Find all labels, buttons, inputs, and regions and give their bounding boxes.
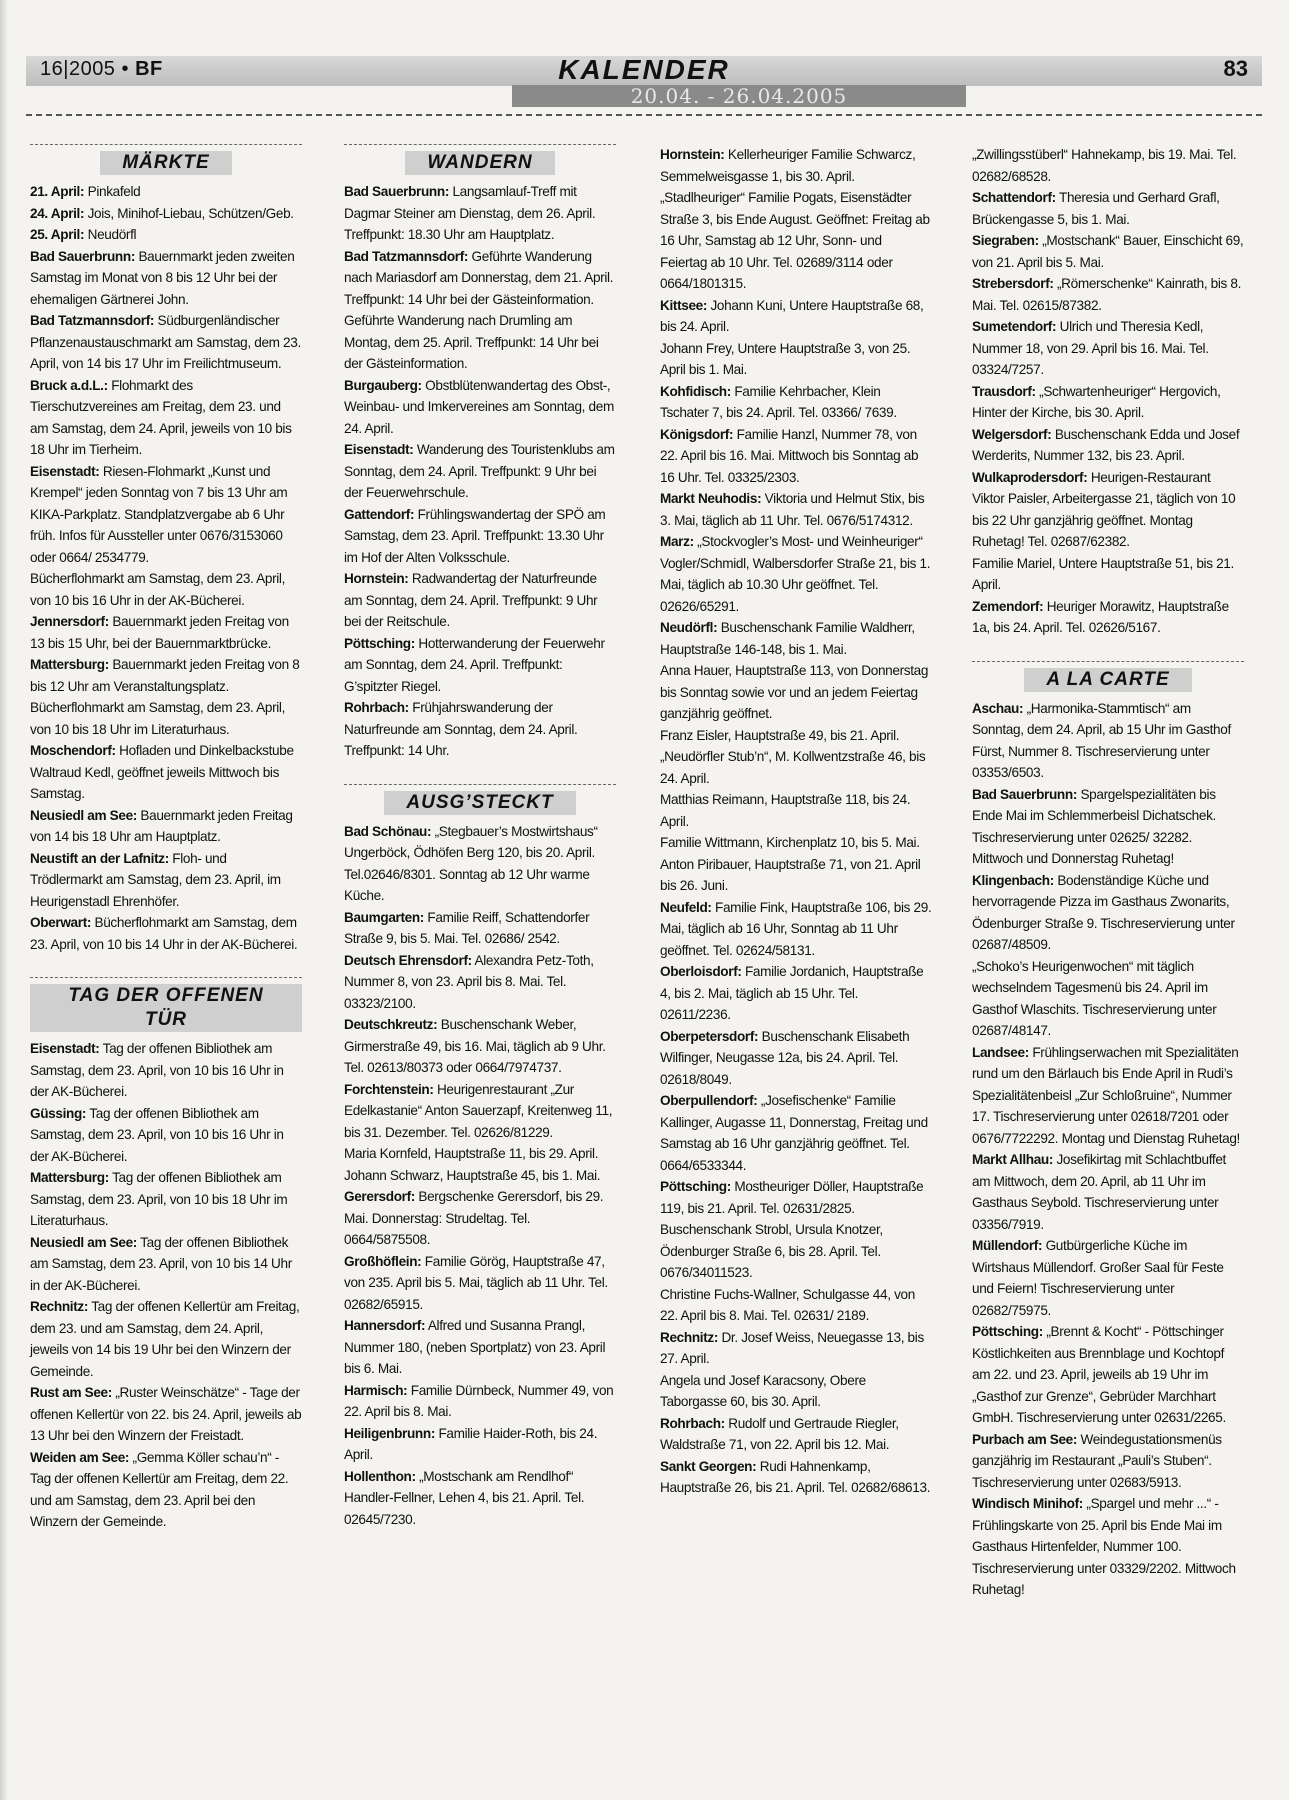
entry-text: Radwandertag der Naturfreunde am Sonntag, dem 24. April. Treffpunkt: 9 Uhr bei der Reitschule. [344, 571, 598, 629]
calendar-entry [30, 310, 302, 375]
calendar-entry [344, 1466, 616, 1531]
calendar-entry [660, 789, 932, 832]
entry-location: Deutschkreutz: [344, 1017, 438, 1032]
entry-text: Hofladen und Dinkelbackstube Waltraud Kedl, geöffnet jeweils Mittwoch bis Samstag. [30, 743, 294, 801]
calendar-entry [660, 1219, 932, 1284]
calendar-entry [660, 660, 932, 725]
calendar-entry [972, 784, 1244, 870]
entry-location: Oberloisdorf: [660, 964, 742, 979]
calendar-entry [344, 1186, 616, 1251]
entry-location: Rechnitz: [30, 1299, 89, 1314]
entry-text: Obstblütenwandertag des Obst-, Weinbau- und Imkervereines am Sonntag, dem 24. April. [344, 377, 614, 436]
entry-location: Hornstein: [344, 571, 409, 586]
calendar-entry [30, 1103, 302, 1168]
calendar-entry [30, 805, 302, 848]
entries-a-la-carte [972, 698, 1244, 1601]
calendar-entry [344, 1165, 616, 1187]
entry-location: Bad Tatzmannsdorf: [344, 248, 469, 264]
entry-text: Familie Fink, Hauptstraße 106, bis 29. Mai, täglich ab 16 Uhr, Sonntag ab 11 Uhr geöffnet. Tel. 02624/58131. [660, 899, 932, 958]
entry-text: „Stockvogler’s Most- und Weinheuriger“ Vogler/Schmidl, Walbersdorfer Straße 21, bis 1. Mai, täglich ab 10.30 Uhr geöffnet. Tel. 02626/65291. [660, 534, 931, 614]
calendar-entry [344, 1380, 616, 1423]
calendar-entry [660, 1413, 932, 1456]
entry-location: Großhöflein: [344, 1253, 422, 1269]
entry-text: Familie Kehrbacher, Klein Tschater 7, bis 24. April. Tel. 03366/ 7639. [660, 383, 897, 420]
entry-text: Buschenschank Weber, Girmerstraße 49, bis 16. Mai, täglich ab 9 Uhr. Tel. 02613/80373 oder 0664/7974737. [344, 1017, 606, 1075]
entry-location: Bad Sauerbrunn: [30, 248, 136, 264]
entry-location: Hollenthon: [344, 1468, 416, 1484]
entry-location: Rohrbach: [660, 1415, 725, 1431]
section-title-ausgsteckt: AUSG’STECKT [384, 791, 575, 815]
entry-location: Oberwart: [30, 915, 92, 930]
entry-location: Neudörfl: [660, 620, 718, 635]
entry-text: Pinkafeld [84, 184, 141, 199]
entry-text: „Stadlheuriger“ Familie Pogats, Eisenstädter Straße 3, bis Ende August. Geöffnet: Freitag ab 16 Uhr, Samstag ab 12 Uhr, Sonn- und Feiertag ab 10 Uhr. Tel. 02689/3114 oder 0664/1801315. [660, 190, 930, 291]
entry-location: Kittsee: [660, 297, 708, 313]
calendar-entry [30, 611, 302, 654]
calendar-entry [30, 1167, 302, 1232]
entry-location: Kohfidisch: [660, 383, 731, 399]
calendar-entry [344, 697, 616, 762]
entry-text: „Neudörfler Stub’n“, M. Kollwentzstraße 46, bis 24. April. [660, 749, 926, 786]
calendar-entry [972, 1321, 1244, 1429]
entry-location: Jennersdorf: [30, 614, 109, 629]
calendar-entry [972, 424, 1244, 467]
calendar-entry [972, 1235, 1244, 1321]
calendar-entry [660, 1090, 932, 1176]
entry-text: „Mostschank“ Bauer, Einschicht 69, von 21. April bis 5. Mai. [972, 233, 1244, 270]
entry-text: „Gemma Köller schau’n“ - Tag der offenen Kellertür am Freitag, dem 22. und am Samstag, dem 23. April bei den Winzern der Gemeinde. [30, 1449, 289, 1529]
calendar-entry [660, 854, 932, 897]
calendar-entry [344, 950, 616, 1015]
date-range: 20.04. - 26.04.2005 [512, 85, 966, 107]
calendar-entry [30, 1382, 302, 1447]
entry-text: Frühlingserwachen mit Spezialitäten rund um den Bärlauch bis Ende April in Rudi’s Spezialitätenbeisl „Zur Schloßruine“, Nummer 17. Tischreservierung unter 02618/7201 oder 0676/7722292. Montag und Dienstag Ruhetag! [972, 1044, 1240, 1146]
section-heading-a-la-carte [972, 661, 1244, 692]
entry-text: Geführte Wanderung nach Drumling am Montag, dem 25. April. Treffpunkt: 14 Uhr bei der Gästeinformation. [344, 313, 599, 371]
calendar-entry [660, 381, 932, 424]
entry-location: Oberpullendorf: [660, 1093, 758, 1108]
calendar-entry [660, 1327, 932, 1370]
entry-text: Floh- und Trödlermarkt am Samstag, dem 23. April, im Heurigenstadl Ehrenhöfer. [30, 850, 281, 909]
entry-location: Markt Neuhodis: [660, 491, 762, 506]
entry-text: Neudörfl [84, 227, 137, 242]
calendar-entry [972, 187, 1244, 230]
entry-text: Anna Hauer, Hauptstraße 113, von Donnerstag bis Sonntag sowie vor und an jedem Feiertag ganzjährig geöffnet. [660, 663, 929, 721]
section-title-wandern: WANDERN [405, 151, 554, 175]
entry-text: Bauernmarkt jeden Freitag von 13 bis 15 Uhr, bei der Bauernmarktbrücke. [30, 614, 289, 651]
calendar-entry [344, 907, 616, 950]
entry-location: 21. April: [30, 184, 85, 199]
calendar-entry [660, 1370, 932, 1413]
entry-text: „Ruster Weinschätze“ - Tage der offenen Kellertür von 22. bis 24. April, jeweils ab 13 Uhr bei den Winzern der Freistadt. [30, 1385, 302, 1443]
entry-text: Viktoria und Helmut Stix, bis 3. Mai, täglich ab 11 Uhr. Tel. 0676/5174312. [660, 491, 925, 528]
entry-text: Jois, Minihof-Liebau, Schützen/Geb. [84, 205, 294, 221]
entry-text: Alexandra Petz-Toth, Nummer 8, von 23. April bis 8. Mai. Tel. 03323/2100. [344, 952, 594, 1011]
entry-text: Buschenschank Edda und Josef Werderits, Nummer 132, bis 23. April. [972, 426, 1240, 463]
entry-text: Familie Haider-Roth, bis 24. April. [344, 1425, 598, 1462]
entry-location: Bad Sauerbrunn: [344, 184, 450, 199]
entry-text: Familie Hanzl, Nummer 78, von 22. April bis 16. Mai. Mittwoch bis Sonntag ab 16 Uhr. Tel. 03325/2303. [660, 426, 919, 485]
entry-text: Kellerheuriger Familie Schwarcz, Semmelweisgasse 1, bis 30. April. [660, 147, 916, 184]
calendar-entry [344, 568, 616, 633]
calendar-entry [344, 1143, 616, 1165]
calendar-entry [30, 654, 302, 697]
calendar-entry [660, 338, 932, 381]
calendar-entry [972, 1429, 1244, 1494]
entry-location: Windisch Minihof: [972, 1496, 1083, 1511]
entry-text: Bodenständige Küche und hervorragende Pizza im Gasthaus Zwonarits, Ödenburger Straße 9. Tischreservierung unter 02687/48509. [972, 872, 1235, 952]
calendar-entry [344, 375, 616, 440]
calendar-entry [660, 897, 932, 962]
entry-location: Bad Sauerbrunn: [972, 786, 1078, 802]
calendar-entry [30, 568, 302, 611]
entry-text: „Schwartenheuriger“ Hergovich, Hinter der Kirche, bis 30. April. [972, 383, 1221, 420]
calendar-entry [344, 1079, 616, 1144]
entry-text: Familie Dürnbeck, Nummer 49, von 22. April bis 8. Mai. [344, 1382, 614, 1419]
entry-location: Siegraben: [972, 233, 1039, 248]
entry-location: Königsdorf: [660, 426, 734, 442]
calendar-entry [972, 956, 1244, 1042]
calendar-entry [30, 181, 302, 203]
entry-location: Sumetendorf: [972, 319, 1057, 334]
calendar-entry [344, 310, 616, 375]
column-3 [660, 144, 932, 1499]
entries-tag-der-offenen-tuer [30, 1038, 302, 1533]
column-4 [972, 144, 1244, 1601]
entry-location: 25. April: [30, 227, 85, 242]
entry-text: Heurigen-Restaurant Viktor Paisler, Arbeitergasse 21, täglich von 10 bis 22 Uhr ganzjährig geöffnet. Montag Ruhetag! Tel. 02687/62382. [972, 469, 1236, 549]
entry-text: „Spargel und mehr ...“ - Frühlingskarte von 25. April bis Ende Mai im Gasthaus Hirtenfelder, Nummer 100. Tischreservierung unter 03329/2202. Mittwoch Ruhetag! [972, 1496, 1236, 1597]
entry-location: 24. April: [30, 205, 85, 221]
entry-location: Heiligenbrunn: [344, 1425, 436, 1441]
entry-location: Schattendorf: [972, 190, 1056, 205]
entry-location: Bruck a.d.L.: [30, 377, 108, 393]
entry-text: Bücherflohmarkt am Samstag, dem 23. April, von 10 bis 14 Uhr in der AK-Bücherei. [30, 915, 298, 952]
calendar-entry [972, 1493, 1244, 1601]
entry-location: Müllendorf: [972, 1238, 1043, 1253]
entry-location: Mattersburg: [30, 1170, 109, 1185]
calendar-entry [344, 1251, 616, 1316]
entry-text: Rudi Hahnenkamp, Hauptstraße 26, bis 21. April. Tel. 02682/68613. [660, 1458, 931, 1495]
calendar-entry [972, 467, 1244, 553]
calendar-entry [344, 246, 616, 311]
scan-edge [0, 0, 8, 1800]
entry-text: Tag der offenen Bibliothek am Samstag, dem 23. April, von 10 bis 14 Uhr in der AK-Bücherei. [30, 1234, 292, 1293]
calendar-entry [30, 1038, 302, 1103]
calendar-entry [344, 439, 616, 504]
entries-ausgsteckt-part-1 [344, 821, 616, 1531]
entry-text: Bücherflohmarkt am Samstag, dem 23. April, von 10 bis 16 Uhr in der AK-Bücherei. [30, 571, 286, 608]
calendar-entry [660, 424, 932, 489]
calendar-entry [660, 488, 932, 531]
calendar-entry [972, 230, 1244, 273]
entry-location: Pöttsching: [344, 635, 415, 651]
entry-text: Franz Eisler, Hauptstraße 49, bis 21. April. [660, 727, 900, 743]
calendar-entry [660, 1026, 932, 1091]
calendar-entry [972, 870, 1244, 956]
entry-location: Baumgarten: [344, 909, 424, 925]
calendar-entry [972, 553, 1244, 596]
entry-text: Südburgenländischer Pflanzenaustauschmarkt am Samstag, dem 23. April, von 14 bis 17 Uhr im Freilichtmuseum. [30, 313, 301, 371]
entry-location: Forchtenstein: [344, 1081, 434, 1097]
calendar-entry [660, 187, 932, 295]
entry-text: Frühlingswandertag der SPÖ am Samstag, dem 23. April. Treffpunkt: 13.30 Uhr im Hof der Alten Volksschule. [344, 506, 606, 565]
entry-text: „Josefischenke“ Familie Kallinger, Augasse 11, Donnerstag, Freitag und Samstag ab 16 Uhr ganzjährig geöffnet. Tel. 0664/6533344. [660, 1093, 928, 1173]
entry-text: Bauernmarkt jeden Freitag von 14 bis 18 Uhr am Hauptplatz. [30, 807, 293, 844]
entry-location: Welgersdorf: [972, 426, 1052, 442]
calendar-entry [344, 181, 616, 246]
entry-text: Flohmarkt des Tierschutzvereines am Freitag, dem 23. und am Samstag, dem 24. April, jeweils von 10 bis 18 Uhr im Tierheim. [30, 377, 292, 457]
entry-text: „Schoko’s Heurigenwochen“ mit täglich wechselndem Tagesmenü bis 24. April im Gasthof Wlaschits. Tischreservierung unter 02687/48147. [972, 958, 1217, 1038]
calendar-entry [660, 531, 932, 617]
entry-location: Harmisch: [344, 1382, 408, 1398]
entry-location: Purbach am See: [972, 1431, 1078, 1447]
section-title-a-la-carte: A LA CARTE [1024, 668, 1191, 692]
entry-location: Eisenstadt: [30, 1041, 100, 1056]
calendar-entry [660, 961, 932, 1026]
entry-location: Oberpetersdorf: [660, 1028, 759, 1044]
entry-text: Tag der offenen Kellertür am Freitag, dem 23. und am Samstag, dem 24. April, jeweils von 14 bis 19 Uhr bei den Winzern der Gemeinde. [30, 1299, 300, 1379]
entry-text: Alfred und Susanna Prangl, Nummer 180, (neben Sportplatz) von 23. April bis 6. Mai. [344, 1318, 606, 1376]
entry-text: Familie Görög, Hauptstraße 47, von 235. April bis 5. Mai, täglich ab 11 Uhr. Tel. 02682/65915. [344, 1253, 608, 1312]
entry-text: „Harmonika-Stammtisch“ am Sonntag, dem 24. April, ab 15 Uhr im Gasthof Fürst, Nummer 8. Tischreservierung unter 03353/6503. [972, 700, 1231, 780]
entry-location: Neufeld: [660, 899, 712, 915]
calendar-entry [660, 832, 932, 854]
calendar-entry [660, 617, 932, 660]
entry-text: Christine Fuchs-Wallner, Schulgasse 44, von 22. April bis 8. Mai. Tel. 02631/ 2189. [660, 1286, 915, 1323]
page-title: KALENDER [558, 54, 730, 85]
calendar-entry [972, 381, 1244, 424]
section-heading-ausgsteckt [344, 784, 616, 815]
calendar-entry [344, 504, 616, 569]
calendar-entry [660, 1284, 932, 1327]
calendar-entry [30, 740, 302, 805]
entry-text: Heuriger Morawitz, Hauptstraße 1a, bis 24. April. Tel. 02626/5167. [972, 598, 1229, 635]
calendar-entry [972, 698, 1244, 784]
entries-ausgsteckt-part-3 [972, 144, 1244, 639]
calendar-entry [30, 1296, 302, 1382]
page-header [26, 52, 1262, 108]
entry-location: Gerersdorf: [344, 1189, 415, 1204]
calendar-entry [344, 1315, 616, 1380]
calendar-entry [660, 1456, 932, 1499]
calendar-entry [30, 461, 302, 569]
entry-location: Neusiedl am See: [30, 1234, 137, 1250]
entry-text: Tag der offenen Bibliothek am Samstag, dem 23. April, von 10 bis 16 Uhr in der AK-Bücherei. [30, 1105, 284, 1164]
entry-location: Neusiedl am See: [30, 807, 137, 823]
entry-text: Buschenschank Elisabeth Wilfinger, Neugasse 12a, bis 24. April. Tel. 02618/8049. [660, 1028, 910, 1087]
entry-text: „Brennt & Kocht“ - Pöttschinger Köstlichkeiten aus Brennblage und Kochtopf am 22. und 23. April, jeweils ab 19 Uhr im „Gasthof zur Grenze“, Gebrüder Marchhart GmbH. Tischreservierung unter 02631/2265. [972, 1324, 1226, 1425]
calendar-entry [660, 144, 932, 187]
entry-location: Burgauberg: [344, 377, 422, 393]
calendar-entry [30, 912, 302, 955]
entry-location: Mattersburg: [30, 657, 109, 672]
entry-text: Geführte Wanderung nach Mariasdorf am Donnerstag, dem 21. April. Treffpunkt: 14 Uhr bei der Gästeinformation. [344, 248, 614, 307]
calendar-entry [30, 1447, 302, 1533]
calendar-entry [972, 1042, 1244, 1150]
header-divider [26, 114, 1262, 116]
calendar-entry [344, 1423, 616, 1466]
entry-text: „Stegbauer’s Mostwirtshaus“ Ungerböck, Ödhöfen Berg 120, bis 20. April. Tel.02646/8301. Sonntag ab 12 Uhr warme Küche. [344, 823, 598, 903]
calendar-entry [30, 246, 302, 311]
column-1 [30, 140, 302, 1533]
calendar-entry [972, 273, 1244, 316]
entry-text: Hotterwanderung der Feuerwehr am Sonntag, dem 24. April. Treffpunkt: G’spitzter Riegel. [344, 635, 605, 694]
calendar-entry [344, 633, 616, 698]
entry-location: Pöttsching: [660, 1179, 731, 1194]
calendar-entry [972, 596, 1244, 639]
entry-text: Heurigenrestaurant „Zur Edelkastanie“ Anton Sauerzapf, Kreitenweg 11, bis 31. Dezember. Tel. 02626/81229. [344, 1081, 613, 1140]
calendar-entry [30, 1232, 302, 1297]
calendar-entry [30, 697, 302, 740]
entry-text: Johann Frey, Untere Hauptstraße 3, von 25. April bis 1. Mai. [660, 340, 911, 377]
entry-location: Eisenstadt: [30, 463, 100, 479]
entry-text: Angela und Josef Karacsony, Obere Taborgasse 60, bis 30. April. [660, 1372, 866, 1409]
entry-text: Gutbürgerliche Küche im Wirtshaus Müllendorf. Großer Saal für Feste und Feiern! Tischreservierung unter 02682/75975. [972, 1238, 1224, 1318]
calendar-entry [972, 316, 1244, 381]
section-title-maerkte: MÄRKTE [100, 151, 231, 175]
entry-text: Ulrich und Theresia Kedl, Nummer 18, von 29. April bis 16. Mai. Tel. 03324/7257. [972, 319, 1209, 377]
entry-text: Dr. Josef Weiss, Neuegasse 13, bis 27. April. [660, 1329, 924, 1366]
entry-location: Bad Schönau: [344, 823, 432, 839]
entry-text: Buschenschank Strobl, Ursula Knotzer, Ödenburger Straße 6, bis 28. April. Tel. 0676/34011523. [660, 1222, 883, 1280]
calendar-entry [30, 848, 302, 913]
entry-location: Strebersdorf: [972, 276, 1054, 291]
calendar-entry [30, 203, 302, 225]
entry-text: Johann Schwarz, Hauptstraße 45, bis 1. Mai. [344, 1167, 601, 1183]
column-2 [344, 140, 616, 1530]
calendar-entry [660, 746, 932, 789]
entry-text: Buschenschank Familie Waldherr, Hauptstraße 146-148, bis 1. Mai. [660, 620, 915, 657]
entry-text: Mostheuriger Döller, Hauptstraße 119, bis 21. April. Tel. 02631/2825. [660, 1179, 924, 1216]
entry-location: Trausdorf: [972, 383, 1036, 399]
entry-text: Bauernmarkt jeden zweiten Samstag im Monat von 8 bis 12 Uhr bei der ehemaligen Gärtnerei John. [30, 248, 295, 307]
entry-text: Familie Jordanich, Hauptstraße 4, bis 2. Mai, täglich ab 15 Uhr. Tel. 02611/2236. [660, 964, 924, 1022]
magazine-name: BF [135, 58, 163, 80]
entry-location: Neustift an der Lafnitz: [30, 850, 169, 866]
calendar-entry [344, 821, 616, 907]
entry-text: Bauernmarkt jeden Freitag von 8 bis 12 Uhr am Veranstaltungsplatz. [30, 657, 300, 694]
entry-text: Wanderung des Touristenklubs am Sonntag, dem 24. April. Treffpunkt: 9 Uhr bei der Feuerwehrschule. [344, 442, 615, 500]
entry-location: Sankt Georgen: [660, 1458, 757, 1474]
entry-location: Eisenstadt: [344, 442, 414, 457]
issue-number: 16|2005 [40, 58, 116, 80]
entry-location: Rust am See: [30, 1385, 112, 1400]
entry-location: Deutsch Ehrensdorf: [344, 952, 472, 968]
entry-location: Zemendorf: [972, 598, 1044, 614]
entry-text: Bücherflohmarkt am Samstag, dem 23. April, von 10 bis 18 Uhr im Literaturhaus. [30, 700, 286, 737]
entry-text: Riesen-Flohmarkt „Kunst und Krempel“ jeden Sonntag von 7 bis 13 Uhr am KIKA-Parkplatz. Standplatzvergabe ab 6 Uhr früh. Infos für Aussteller unter 0676/3153060 oder 0664/ 2534779. [30, 463, 288, 565]
page-number: 83 [1223, 56, 1248, 81]
entry-location: Hornstein: [660, 147, 725, 162]
section-heading-tag-der-offenen-tuer [30, 977, 302, 1032]
entry-location: Hannersdorf: [344, 1318, 426, 1333]
calendar-entry [660, 725, 932, 747]
entry-text: Theresia und Gerhard Grafl, Brückengasse 5, bis 1. Mai. [972, 190, 1220, 227]
section-heading-wandern [344, 144, 616, 175]
entry-text: Familie Reiff, Schattendorfer Straße 9, bis 5. Mai. Tel. 02686/ 2542. [344, 909, 590, 946]
entry-location: Rechnitz: [660, 1329, 719, 1345]
entries-maerkte [30, 181, 302, 955]
entry-location: Aschau: [972, 700, 1024, 716]
entry-location: Rohrbach: [344, 700, 409, 715]
entry-location: Moschendorf: [30, 743, 116, 758]
entry-text: Matthias Reimann, Hauptstraße 118, bis 24. April. [660, 792, 911, 829]
calendar-entry [344, 1014, 616, 1079]
entry-text: Johann Kuni, Untere Hauptstraße 68, bis 24. April. [660, 297, 924, 334]
entry-text: Bergschenke Gerersdorf, bis 29. Mai. Donnerstag: Strudeltag. Tel. 0664/5875508. [344, 1189, 604, 1247]
entry-text: „Zwillingsstüberl“ Hahnekamp, bis 19. Mai. Tel. 02682/68528. [972, 147, 1237, 184]
issue-bullet: • [121, 58, 130, 80]
entry-location: Markt Allhau: [972, 1152, 1054, 1167]
entry-location: Marz: [660, 534, 694, 549]
entry-text: Tag der offenen Bibliothek am Samstag, dem 23. April, von 10 bis 16 Uhr in der AK-Bücherei. [30, 1041, 284, 1099]
entry-text: Rudolf und Gertraude Riegler, Waldstraße 71, von 22. April bis 12. Mai. [660, 1415, 899, 1452]
entries-wandern [344, 181, 616, 762]
calendar-entry [30, 375, 302, 461]
entry-text: Maria Kornfeld, Hauptstraße 11, bis 29. April. [344, 1146, 599, 1161]
entry-text: „Römerschenke“ Kainrath, bis 8. Mai. Tel. 02615/87382. [972, 276, 1242, 313]
entry-text: Anton Piribauer, Hauptstraße 71, von 21. April bis 26. Juni. [660, 856, 921, 893]
calendar-entry [660, 1176, 932, 1219]
entry-location: Gattendorf: [344, 506, 415, 522]
entry-text: „Mostschank am Rendlhof“ Handler-Fellner, Lehen 4, bis 21. April. Tel. 02645/7230. [344, 1468, 585, 1527]
entry-text: Familie Wittmann, Kirchenplatz 10, bis 5. Mai. [660, 835, 920, 850]
entry-text: Spargelspezialitäten bis Ende Mai im Schlemmerbeisl Dichatschek. Tischreservierung unter 02625/ 32282. Mittwoch und Donnerstag Ruhetag! [972, 786, 1216, 866]
entries-ausgsteckt-part-2 [660, 144, 932, 1499]
entry-text: Tag der offenen Bibliothek am Samstag, dem 23. April, von 10 bis 18 Uhr im Literaturhaus. [30, 1170, 288, 1228]
calendar-entry [972, 144, 1244, 187]
section-title-tag-der-offenen-tuer: TAG DER OFFENEN TÜR [30, 984, 302, 1032]
entry-location: Güssing: [30, 1105, 87, 1121]
entry-text: Weindegustationsmenüs ganzjährig im Restaurant „Pauli’s Stuben“. Tischreservierung unter 02683/5913. [972, 1431, 1222, 1490]
entry-text: Frühjahrswanderung der Naturfreunde am Sonntag, dem 24. April. Treffpunkt: 14 Uhr. [344, 700, 578, 758]
entry-location: Wulkaprodersdorf: [972, 469, 1088, 485]
calendar-entry [30, 224, 302, 246]
calendar-entry [972, 1149, 1244, 1235]
entry-location: Bad Tatzmannsdorf: [30, 313, 155, 328]
entry-location: Klingenbach: [972, 872, 1054, 888]
entry-location: Landsee: [972, 1044, 1029, 1060]
entry-text: Langsamlauf-Treff mit Dagmar Steiner am Dienstag, dem 26. April. Treffpunkt: 18.30 Uhr am Hauptplatz. [344, 184, 596, 242]
entry-location: Weiden am See: [30, 1449, 130, 1465]
entry-location: Pöttsching: [972, 1324, 1043, 1339]
entry-text: Josefikirtag mit Schlachtbuffet am Mittwoch, dem 20. April, ab 11 Uhr im Gasthaus Seybold. Tischreservierung unter 03356/7919. [972, 1152, 1226, 1232]
entry-text: Familie Mariel, Untere Hauptstraße 51, bis 21. April. [972, 555, 1234, 592]
section-heading-maerkte [30, 144, 302, 175]
calendar-entry [660, 295, 932, 338]
